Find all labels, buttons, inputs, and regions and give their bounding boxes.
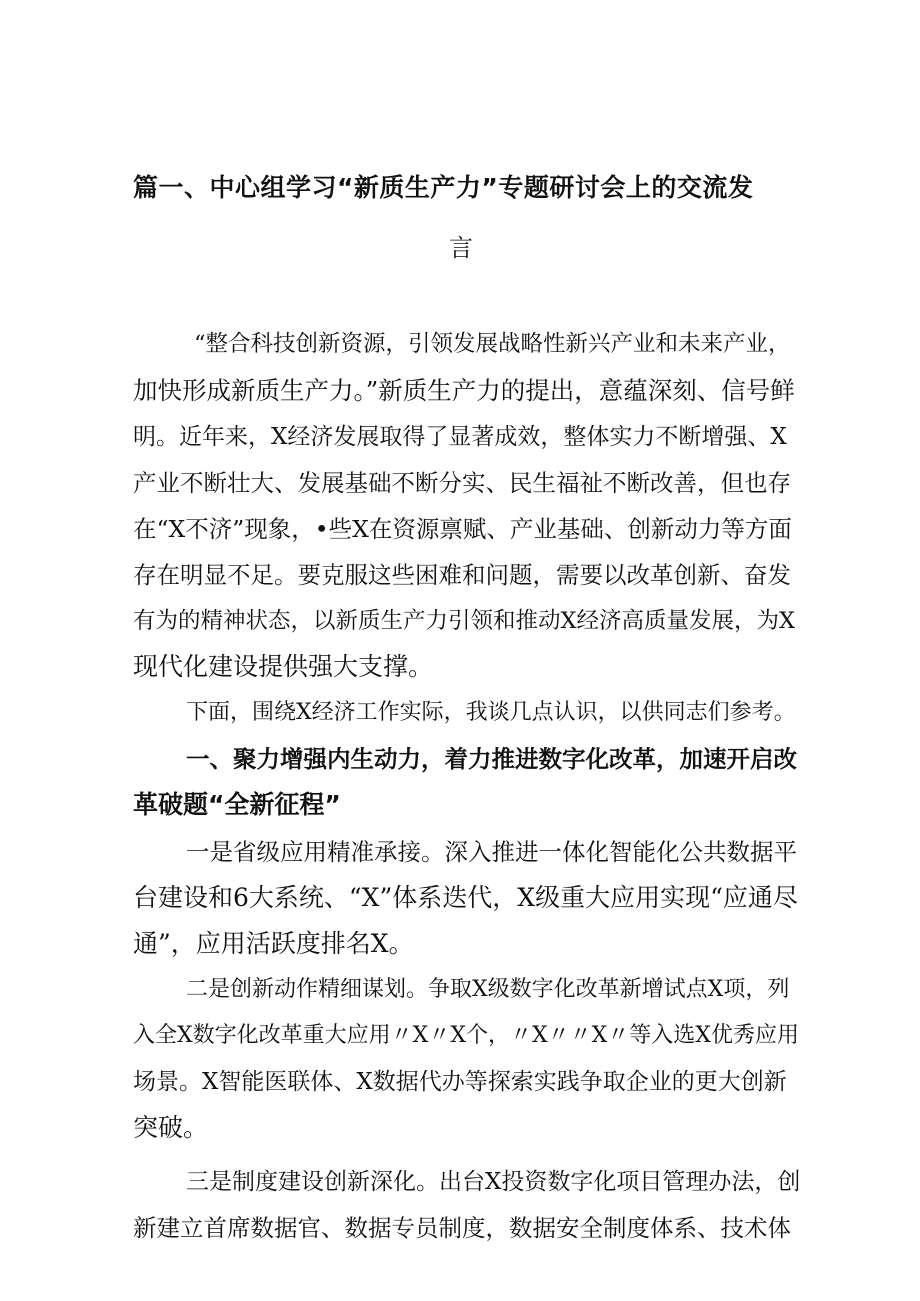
paragraph-line: 明。近年来，X经济发展取得了显著成效，整体实力不断增强、X: [133, 424, 787, 450]
paragraph-line: 三是制度建设创新深化。出台X投资数字化项目管理办法，创: [186, 1169, 801, 1195]
paragraph-line: 在“X不济”现象，•些X在资源禀赋、产业基础、创新动力等方面: [133, 515, 792, 543]
paragraph-line: “整合科技创新资源，引领发展战略性新兴产业和未来产业，: [194, 331, 791, 357]
paragraph-line: 入全X数字化改革重大应用〃X〃X个，〃X〃〃X〃等入选X优秀应用: [133, 1023, 799, 1048]
paragraph-line: 下面，围绕X经济工作实际，我谈几点认识，以供同志们参考。: [186, 700, 796, 725]
paragraph-line: 有为的精神状态，以新质生产力引领和推动X经济高质量发展，为X: [133, 608, 796, 634]
paragraph-line: 现代化建设提供强大支撑。: [133, 652, 434, 681]
paragraph-line: 一是省级应用精准承接。深入推进一体化智能化公共数据平: [186, 838, 797, 866]
paragraph-line: 加快形成新质生产力。”新质生产力的提出，意蕴深刻、信号鲜: [133, 376, 795, 405]
paragraph-line: 新建立首席数据官、数据专员制度，数据安全制度体系、技术体: [133, 1214, 791, 1242]
section-heading: 一、聚力增强内生动力，着力推进数字化改革，加速开启改: [186, 745, 797, 773]
paragraph-line: 产业不断壮大、发展基础不断分实、民生福祉不断改善，但也存: [133, 469, 791, 497]
paragraph-line: 通”，应用活跃度排名X。: [133, 929, 414, 958]
paragraph-line: 台建设和6大系统、“X”体系迭代，X级重大应用实现“应通尽: [133, 883, 798, 912]
paragraph-line: 场景。X智能医联体、X数据代办等探索实践争取企业的更大创新: [133, 1069, 787, 1095]
paragraph-line: 二是创新动作精细谋划。争取X级数字化改革新增试点X项，列: [186, 977, 790, 1002]
document-title: 篇一、中心组学习“新质生产力”专题研讨会上的交流发: [133, 173, 754, 202]
paragraph-line: 存在明显不足。要克服这些困难和问题，需要以改革创新、奋发: [133, 561, 791, 589]
document-title-continued: 言: [449, 234, 474, 262]
section-heading: 革破题“全新征程”: [133, 790, 341, 819]
paragraph-line: 突破。: [133, 1113, 209, 1142]
